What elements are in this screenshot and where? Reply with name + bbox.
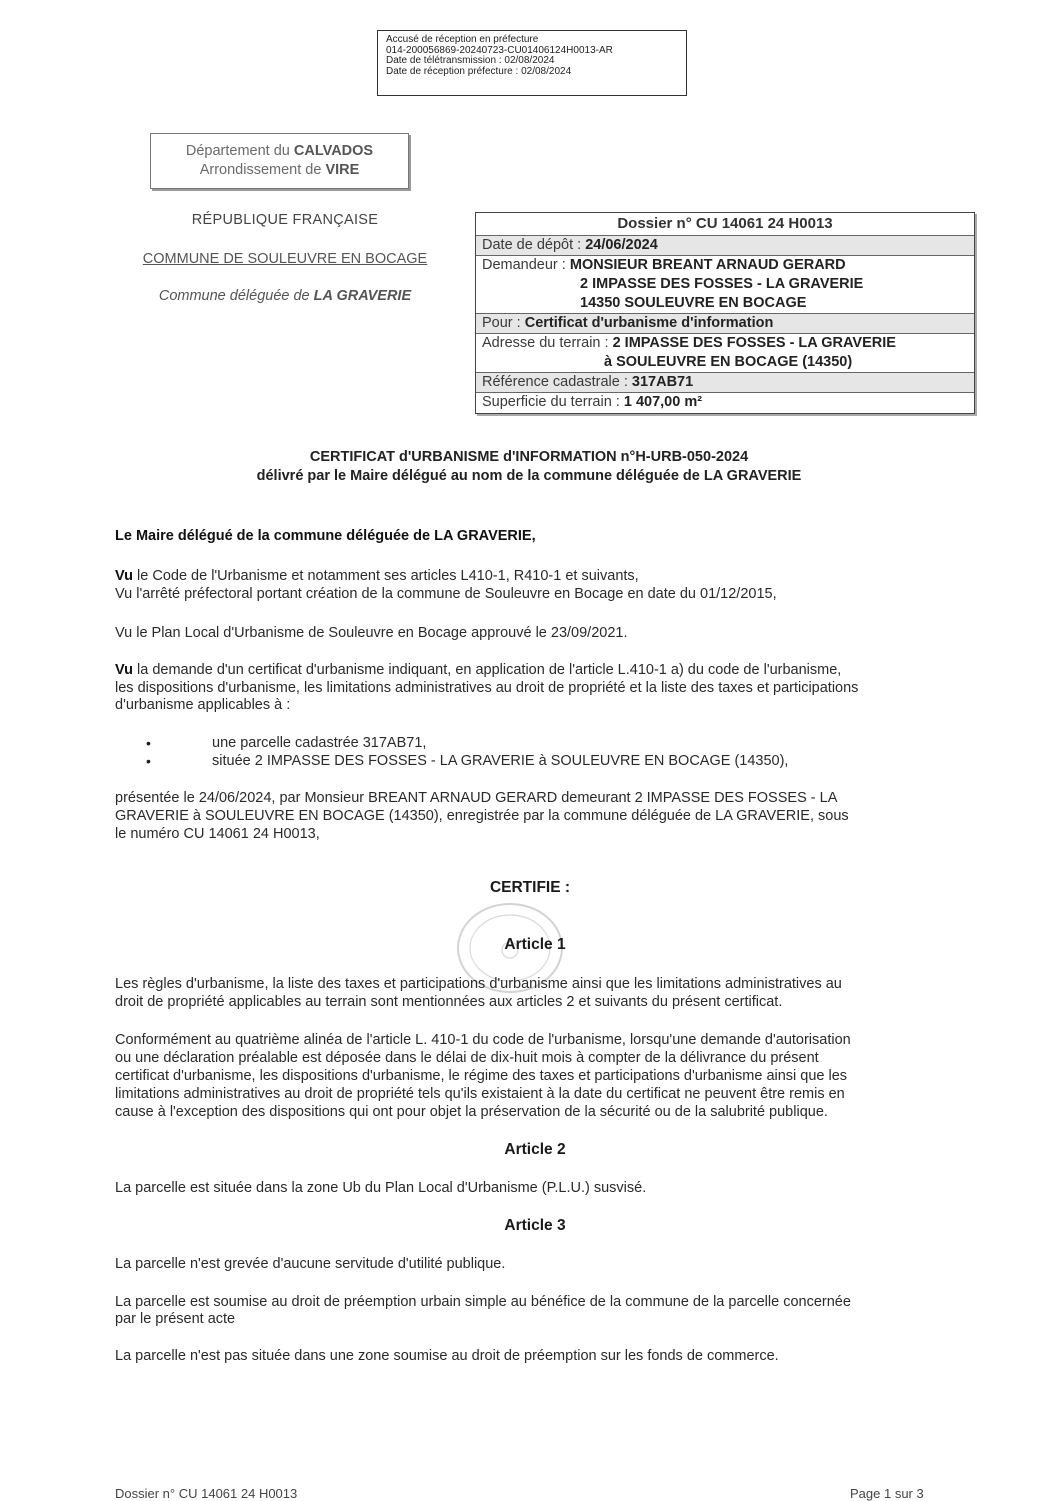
vu-keyword: Vu: [115, 662, 133, 678]
dossier-pour-row: [476, 314, 974, 334]
accuse-reception-box: [377, 30, 687, 96]
article1-p2-line4: limitations administratives au droit de propriété tels qu'ils existaient à la date du certificat ne peuvent être remis en: [115, 1086, 845, 1102]
vu1-line: [115, 568, 955, 585]
footer-dossier: Dossier n° CU 14061 24 H0013: [115, 1486, 298, 1501]
article1-p1-line2: droit de propriété applicables au terrain sont mentionnées aux articles 2 et suivants du présent certificat.: [115, 994, 783, 1010]
article3-p1: La parcelle n'est grevée d'aucune servitude d'utilité publique.: [115, 1256, 506, 1272]
departement-name: CALVADOS: [293, 143, 374, 159]
demandeur-city: 14350 SOULEUVRE EN BOCAGE: [580, 295, 807, 311]
accuse-line: Date de réception préfecture : 02/08/2024: [386, 65, 572, 77]
presentee-line1: présentée le 24/06/2024, par Monsieur BREANT ARNAUD GERARD demeurant 2 IMPASSE DES FOSSES - LA: [115, 790, 838, 806]
departement-line: [151, 142, 408, 161]
commune-heading: COMMUNE DE SOULEUVRE EN BOCAGE: [142, 251, 428, 267]
article1-p2-line2: ou une déclaration préalable est déposée dans le délai de dix-huit mois à compter de la délivrance du présent: [115, 1050, 819, 1066]
certificat-title-line1: CERTIFICAT d'URBANISME d'INFORMATION n°H-URB-050-2024: [309, 449, 749, 465]
vu4-line1: [115, 662, 955, 679]
dossier-superficie-row: [476, 393, 974, 412]
bullet-item: une parcelle cadastrée 317AB71,: [212, 735, 427, 751]
dossier-table: [475, 212, 975, 414]
adresse-city: à SOULEUVRE EN BOCAGE (14350): [604, 354, 853, 370]
certifie-heading: CERTIFIE :: [489, 879, 571, 896]
bullet-icon: •: [146, 735, 151, 751]
superficie-label: Superficie du terrain :: [482, 394, 620, 410]
pour-label: Pour :: [482, 315, 521, 331]
date-label: Date de dépôt :: [482, 237, 582, 253]
dossier-demandeur-row: [476, 256, 974, 314]
vu1-text: le Code de l'Urbanisme et notamment ses articles L410-1, R410-1 et suivants,: [133, 568, 639, 584]
vu3-line: Vu le Plan Local d'Urbanisme de Souleuvre en Bocage approuvé le 23/09/2021.: [115, 625, 628, 641]
vu2-line: Vu l'arrêté préfectoral portant création de la commune de Souleuvre en Bocage en date du 01/12/2015,: [115, 586, 777, 602]
accuse-line: 014-200056869-20240723-CU01406124H0013-AR: [386, 44, 613, 56]
demandeur-label: Demandeur :: [482, 257, 566, 273]
dossier-ref-row: [476, 373, 974, 393]
article3-p2-line2: par le présent acte: [115, 1311, 236, 1327]
article2-heading: Article 2: [504, 1141, 566, 1158]
superficie-value: 1 407,00 m²: [623, 394, 703, 410]
certificat-title-line2: délivré par le Maire délégué au nom de la commune déléguée de LA GRAVERIE: [256, 468, 802, 484]
article1-p2-line3: certificat d'urbanisme, les dispositions d'urbanisme, le régime des taxes et participations d'urbanisme ainsi que les: [115, 1068, 848, 1084]
republique-heading: RÉPUBLIQUE FRANÇAISE: [191, 212, 379, 228]
adresse-value: 2 IMPASSE DES FOSSES - LA GRAVERIE: [612, 335, 896, 351]
arrondissement-name: VIRE: [325, 162, 360, 178]
vu4-line2: les dispositions d'urbanisme, les limitations administratives au droit de propriété et la liste des taxes et participations: [115, 680, 859, 696]
commune-deleguee: [110, 288, 460, 304]
departement-box: [150, 133, 409, 189]
presentee-line2: GRAVERIE à SOULEUVRE EN BOCAGE (14350), enregistrée par la commune déléguée de LA GRAVERIE, sous: [115, 808, 849, 824]
bullet-item: située 2 IMPASSE DES FOSSES - LA GRAVERIE à SOULEUVRE EN BOCAGE (14350),: [212, 753, 789, 769]
article3-p2-line1: La parcelle est soumise au droit de préemption urbain simple au bénéfice de la commune de la parcelle concernée: [115, 1294, 851, 1310]
pour-value: Certificat d'urbanisme d'information: [524, 315, 774, 331]
accuse-line: Accusé de réception en préfecture: [386, 34, 539, 45]
bullet-icon: •: [146, 753, 151, 769]
vu-keyword: Vu: [115, 568, 133, 584]
adresse-label: Adresse du terrain :: [482, 335, 609, 351]
certificat-title: [0, 448, 1058, 486]
vu4-text: la demande d'un certificat d'urbanisme indiquant, en application de l'article L.410-1 a) du code de l'urbanisme,: [133, 662, 842, 678]
departement-prefix: Département du: [185, 143, 290, 159]
dossier-date-row: [476, 236, 974, 256]
article1-heading: Article 1: [504, 936, 566, 953]
dossier-adresse-row: [476, 334, 974, 373]
article1-p2-line1: Conformément au quatrième alinéa de l'article L. 410-1 du code de l'urbanisme, lorsqu'une demande d'autorisation: [115, 1032, 851, 1048]
arrondissement-line: [151, 161, 408, 180]
deleguee-prefix: Commune déléguée de: [158, 288, 310, 304]
date-value: 24/06/2024: [585, 237, 658, 253]
article1-p1-line1: Les règles d'urbanisme, la liste des taxes et participations d'urbanisme ainsi que les limitations administratives au: [115, 976, 842, 992]
arrondissement-prefix: Arrondissement de: [199, 162, 322, 178]
demandeur-address: 2 IMPASSE DES FOSSES - LA GRAVERIE: [580, 276, 864, 292]
vu4-line3: d'urbanisme applicables à :: [115, 697, 291, 713]
accuse-line: Date de télétransmission : 02/08/2024: [386, 55, 555, 66]
ref-value: 317AB71: [631, 374, 694, 390]
maire-text: Le Maire délégué de la commune déléguée de LA GRAVERIE,: [115, 528, 536, 544]
article2-p1: La parcelle est située dans la zone Ub du Plan Local d'Urbanisme (P.L.U.) susvisé.: [115, 1180, 647, 1196]
article3-p3: La parcelle n'est pas située dans une zone soumise au droit de préemption sur les fonds de commerce.: [115, 1348, 779, 1364]
article1-p2-line5: cause à l'exception des dispositions qui ont pour objet la préservation de la sécurité ou de la salubrité publique.: [115, 1104, 828, 1120]
footer-page-number: Page 1 sur 3: [850, 1486, 924, 1501]
maire-line: [115, 528, 955, 545]
presentee-line3: le numéro CU 14061 24 H0013,: [115, 826, 320, 842]
deleguee-name: LA GRAVERIE: [313, 288, 412, 304]
dossier-title: Dossier n° CU 14061 24 H0013: [476, 213, 974, 236]
article3-heading: Article 3: [504, 1217, 566, 1234]
ref-label: Référence cadastrale :: [482, 374, 628, 390]
demandeur-name: MONSIEUR BREANT ARNAUD GERARD: [569, 257, 846, 273]
